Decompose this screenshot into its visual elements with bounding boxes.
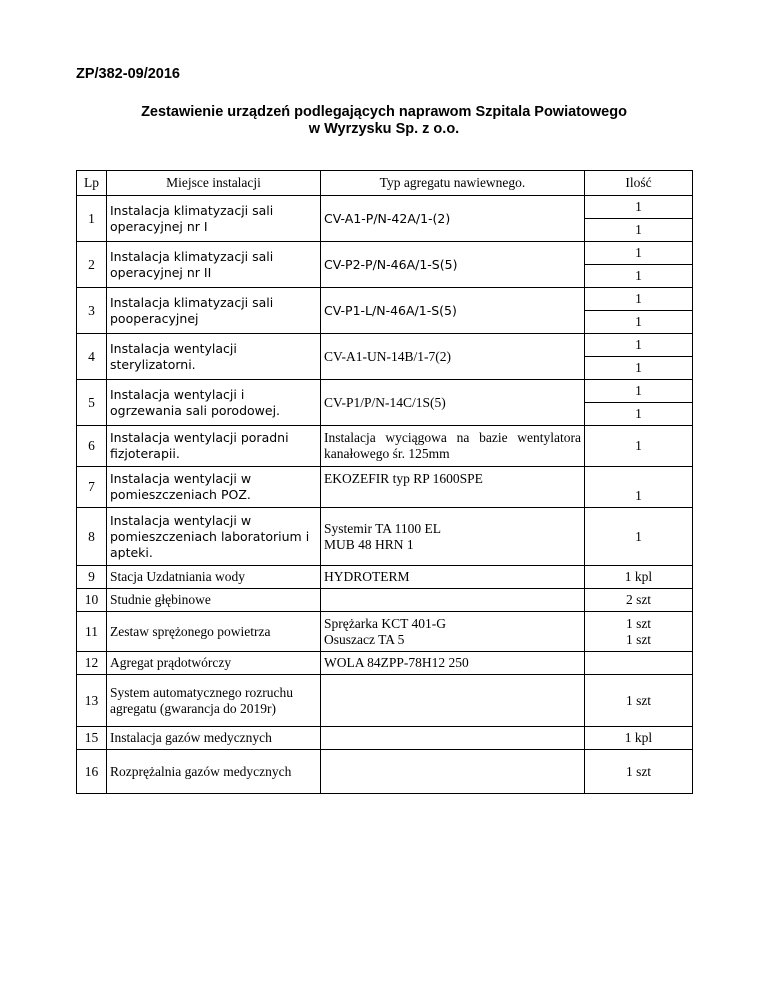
table-row bbox=[77, 675, 693, 727]
cell-place: Zestaw sprężonego powietrza bbox=[107, 612, 321, 652]
table-row bbox=[77, 288, 693, 334]
cell-lp: 3 bbox=[77, 288, 107, 334]
cell-place: Instalacja wentylacji i ogrzewania sali porodowej. bbox=[107, 380, 321, 426]
cell-place: Instalacja gazów medycznych bbox=[107, 727, 321, 750]
cell-place: Stacja Uzdatniania wody bbox=[107, 566, 321, 589]
cell-type bbox=[321, 589, 585, 612]
qty-value: 1 bbox=[585, 402, 692, 425]
cell-type: CV-P1/P/N-14C/1S(5) bbox=[321, 380, 585, 426]
type-line: Osuszacz TA 5 bbox=[324, 631, 405, 647]
header-place: Miejsce instalacji bbox=[107, 171, 321, 196]
cell-place: Agregat prądotwórczy bbox=[107, 652, 321, 675]
cell-qty: 1 bbox=[585, 467, 693, 508]
header-qty: Ilość bbox=[585, 171, 693, 196]
qty-value: 1 bbox=[585, 356, 692, 379]
qty-value: 1 szt bbox=[625, 631, 652, 647]
table-row bbox=[77, 467, 693, 508]
cell-place: Instalacja klimatyzacji sali operacyjnej nr I bbox=[107, 196, 321, 242]
cell-place: Rozprężalnia gazów medycznych bbox=[107, 750, 321, 794]
cell-type bbox=[321, 750, 585, 794]
cell-type: Instalacja wyciągowa na bazie wentylatora kanałowego śr. 125mm bbox=[321, 426, 585, 467]
cell-lp: 16 bbox=[77, 750, 107, 794]
header-lp: Lp bbox=[77, 171, 107, 196]
qty-value: 1 bbox=[585, 310, 692, 333]
cell-type bbox=[321, 675, 585, 727]
cell-place: Instalacja wentylacji w pomieszczeniach POZ. bbox=[107, 467, 321, 508]
table-row bbox=[77, 652, 693, 675]
cell-place: Instalacja wentylacji sterylizatorni. bbox=[107, 334, 321, 380]
cell-type bbox=[321, 612, 585, 652]
cell-qty: 2 szt bbox=[585, 589, 693, 612]
qty-value: 1 bbox=[635, 383, 642, 398]
table-row bbox=[77, 242, 693, 288]
cell-qty bbox=[585, 612, 693, 652]
qty-value: 1 szt bbox=[625, 615, 652, 631]
qty-value: 1 bbox=[585, 218, 692, 241]
cell-type bbox=[321, 727, 585, 750]
qty-value: 1 bbox=[635, 337, 642, 352]
cell-type: CV-P1-L/N-46A/1-S(5) bbox=[321, 288, 585, 334]
cell-type: CV-A1-UN-14B/1-7(2) bbox=[321, 334, 585, 380]
qty-value: 1 bbox=[635, 291, 642, 306]
document-reference: ZP/382-09/2016 bbox=[76, 66, 180, 82]
cell-type: CV-P2-P/N-46A/1-S(5) bbox=[321, 242, 585, 288]
table-row bbox=[77, 334, 693, 380]
qty-value: 1 bbox=[635, 199, 642, 214]
table-header-row bbox=[77, 171, 693, 196]
qty-value: 1 bbox=[635, 245, 642, 260]
cell-lp: 10 bbox=[77, 589, 107, 612]
cell-qty: 1 szt bbox=[585, 750, 693, 794]
header-type: Typ agregatu nawiewnego. bbox=[321, 171, 585, 196]
cell-place: System automatycznego rozruchu agregatu (gwarancja do 2019r) bbox=[107, 675, 321, 727]
cell-lp: 12 bbox=[77, 652, 107, 675]
cell-lp: 7 bbox=[77, 467, 107, 508]
title-line-2: w Wyrzysku Sp. z o.o. bbox=[308, 121, 460, 137]
cell-lp: 13 bbox=[77, 675, 107, 727]
equipment-table bbox=[76, 170, 693, 794]
cell-qty bbox=[585, 288, 693, 334]
cell-qty: 1 kpl bbox=[585, 566, 693, 589]
table-row bbox=[77, 750, 693, 794]
table-row bbox=[77, 426, 693, 467]
table-row bbox=[77, 196, 693, 242]
cell-qty: 1 bbox=[585, 426, 693, 467]
cell-qty bbox=[585, 652, 693, 675]
type-line: Systemir TA 1100 EL bbox=[324, 520, 442, 536]
cell-qty bbox=[585, 380, 693, 426]
cell-qty bbox=[585, 196, 693, 242]
type-line: Sprężarka KCT 401-G bbox=[324, 615, 446, 631]
table-row bbox=[77, 727, 693, 750]
cell-qty: 1 kpl bbox=[585, 727, 693, 750]
title-line-1: Zestawienie urządzeń podlegających naprawom Szpitala Powiatowego bbox=[141, 104, 627, 120]
cell-qty: 1 szt bbox=[585, 675, 693, 727]
cell-lp: 11 bbox=[77, 612, 107, 652]
cell-qty bbox=[585, 242, 693, 288]
cell-lp: 2 bbox=[77, 242, 107, 288]
cell-lp: 9 bbox=[77, 566, 107, 589]
table-row bbox=[77, 612, 693, 652]
document-title bbox=[76, 104, 692, 138]
cell-lp: 15 bbox=[77, 727, 107, 750]
table-row bbox=[77, 380, 693, 426]
cell-lp: 4 bbox=[77, 334, 107, 380]
cell-qty bbox=[585, 334, 693, 380]
cell-place: Instalacja klimatyzacji sali operacyjnej nr II bbox=[107, 242, 321, 288]
cell-type: EKOZEFIR typ RP 1600SPE bbox=[321, 467, 585, 508]
cell-place: Instalacja wentylacji w pomieszczeniach laboratorium i apteki. bbox=[107, 508, 321, 566]
table-row bbox=[77, 566, 693, 589]
cell-qty: 1 bbox=[585, 508, 693, 566]
table-row bbox=[77, 589, 693, 612]
cell-type: WOLA 84ZPP-78H12 250 bbox=[321, 652, 585, 675]
cell-type: HYDROTERM bbox=[321, 566, 585, 589]
cell-lp: 6 bbox=[77, 426, 107, 467]
cell-type: CV-A1-P/N-42A/1-(2) bbox=[321, 196, 585, 242]
cell-type bbox=[321, 508, 585, 566]
cell-lp: 5 bbox=[77, 380, 107, 426]
type-line: MUB 48 HRN 1 bbox=[324, 536, 414, 552]
qty-value: 1 bbox=[585, 264, 692, 287]
table-row bbox=[77, 508, 693, 566]
cell-place: Instalacja klimatyzacji sali pooperacyjnej bbox=[107, 288, 321, 334]
cell-place: Studnie głębinowe bbox=[107, 589, 321, 612]
cell-lp: 1 bbox=[77, 196, 107, 242]
cell-lp: 8 bbox=[77, 508, 107, 566]
cell-place: Instalacja wentylacji poradni fizjoterapii. bbox=[107, 426, 321, 467]
